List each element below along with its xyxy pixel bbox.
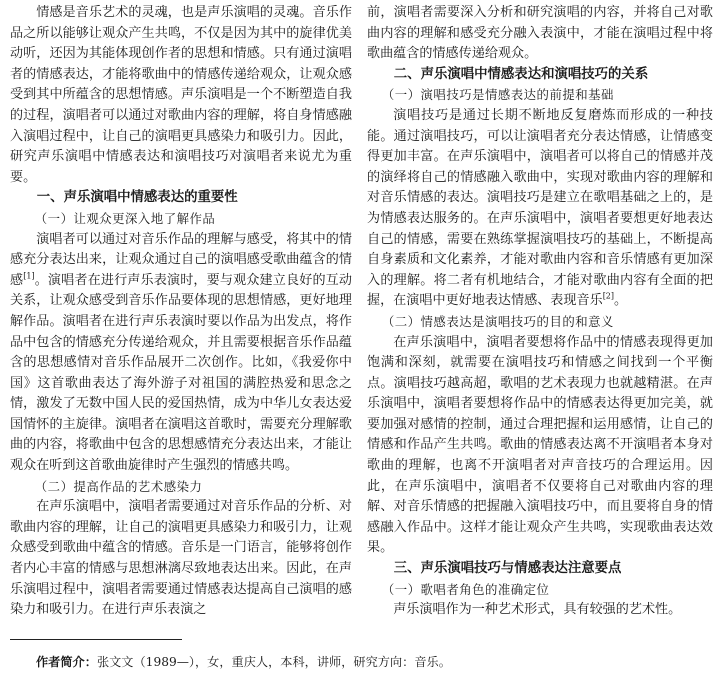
subheading-emotion-purpose: （二）情感表达是演唱技巧的目的和意义 [381,313,614,329]
paragraph-text: 。演唱者在进行声乐表演时，要与观众建立良好的互动关系，让观众感受到音乐作品要体现的思想情感，更好地理解作品。演唱者在进行声乐表演时要以作品为出发点，将作品中包含的情感充分传递给观众，并且需要根据音乐作品蕴含的思想感情对音乐作品展开二次创作。比如，《我爱你中国》这首歌曲表达了海外游子对祖国的满腔热爱和思念之情，激发了无数中国人民的爱国热情，成为中华儿女表达爱国情怀的主旋律。演唱者在演唱这首歌时，需要充分理解歌曲的内容，将歌曲中包含的思想感情充分表达出来，才能让观众在听到这首歌曲旋律时产生强烈的情感共鸣。 [10,272,353,474]
paragraph-artistic-appeal: 在声乐演唱中，演唱者需要通过对音乐作品的分析、对歌曲内容的理解，让自己的演唱更具感染力和吸引力，让观众感受到歌曲中蕴含的情感。音乐是一门语言，能够将创作者内心丰富的情感与思想淋漓尽致地表达出来。因此，在声乐演唱过程中，演唱者需要通过情感表达提高自己演唱的感染力和吸引力。在进行声乐表演之 [10,499,352,618]
subheading-understand-work: （一）让观众更深入地了解作品 [34,210,216,226]
section-heading-key-points: 三、声乐演唱技巧与情感表达注意要点 [393,561,622,577]
subheading-artistic-appeal: （二）提高作品的艺术感染力 [34,478,203,494]
paragraph-technique-foundation [367,106,713,312]
paragraph-role-positioning: 声乐演唱作为一种艺术形式，具有较强的艺术性。 [393,602,682,618]
left-column [10,3,352,621]
subheading-role-positioning: （一）歌唱者角色的准确定位 [381,581,550,597]
subheading-technique-foundation: （一）演唱技巧是情感表达的前提和基础 [381,87,614,103]
section-heading-importance: 一、声乐演唱中情感表达的重要性 [36,190,238,206]
right-column [367,3,713,621]
author-info: 张文文（1989—），女，重庆人，本科，讲师，研究方向：音乐。 [96,655,451,669]
author-footnote [36,654,451,670]
paragraph-emotion-purpose: 在声乐演唱中，演唱者要想将作品中的情感表现得更加饱满和深刻，就需要在演唱技巧和情感之间找到一个平衡点。演唱技巧越高超，歌唱的艺术表现力也就越精湛。在声乐演唱中，演唱者要想将作品中的情感表达得更加完美，就要加强对感情的控制，通过合理把握和运用感情，让自己的情感和作品产生共鸣。歌曲的情感表达离不开演唱者本身对歌曲的理解，也离不开演唱者对声音技巧的合理运用。因此，在声乐演唱中，演唱者不仅要将自己对歌曲内容的理解、对音乐情感的把握融入演唱技巧中，而且要将自身的情感融入作品中。这样才能让观众产生共鸣，实现歌曲表达效果。 [367,334,713,556]
continued-paragraph: 前，演唱者需要深入分析和研究演唱的内容，并将自己对歌曲内容的理解和感受充分融入表演中，才能在演唱过程中将歌曲蕴含的情感传递给观众。 [367,5,713,62]
paragraph-text: 。 [614,293,628,309]
citation-ref[interactable]: [1] [23,271,35,281]
citation-ref[interactable]: [2] [602,291,615,301]
author-label: 作者简介： [36,655,97,669]
paragraph-understand-work [10,230,352,477]
section-heading-relationship: 二、声乐演唱中情感表达和演唱技巧的关系 [393,66,649,82]
paragraph-text: 演唱者可以通过对音乐作品的理解与感受，将其中的情感充分表达出来，让观众通过自己的演唱感受歌曲蕴含的情感 [10,231,352,288]
intro-paragraph: 情感是音乐艺术的灵魂，也是声乐演唱的灵魂。音乐作品之所以能够让观众产生共鸣，不仅是因为其中的旋律优美动听，还因为其能体现创作者的思想和情感。只有通过演唱者的情感表达，才能将歌曲中的情感传递给观众，让观众感受到其中所蕴含的思想情感。声乐演唱是一个不断塑造自我的过程，演唱者可以通过对歌曲内容的理解，将自身情感融入演唱过程中，让自己的演唱更具感染力和吸引力。因此，研究声乐演唱中情感表达和演唱技巧对演唱者来说尤为重要。 [10,5,352,185]
paragraph-text: 演唱技巧是通过长期不断地反复磨炼而形成的一种技能。通过演唱技巧，可以让演唱者充分表达情感，让情感变得更加丰富。在声乐演唱中，演唱者可以将自己的情感并茂的演绎将自己的情感融入歌曲中，实现对歌曲内容的理解和对音乐情感的表达。演唱技巧是建立在歌唱基础之上的，是为情感表达服务的。在声乐演唱中，演唱者要想更好地表达自己的情感，需要在熟练掌握演唱技巧的基础上，不断提高自身素质和文化素养，才能对歌曲内容和音乐情感有更加深入的理解。将二者有机地结合，才能对歌曲内容有全面的把握，在演唱中更好地表达情感、表现音乐 [367,107,713,309]
footnote-divider [10,639,182,640]
